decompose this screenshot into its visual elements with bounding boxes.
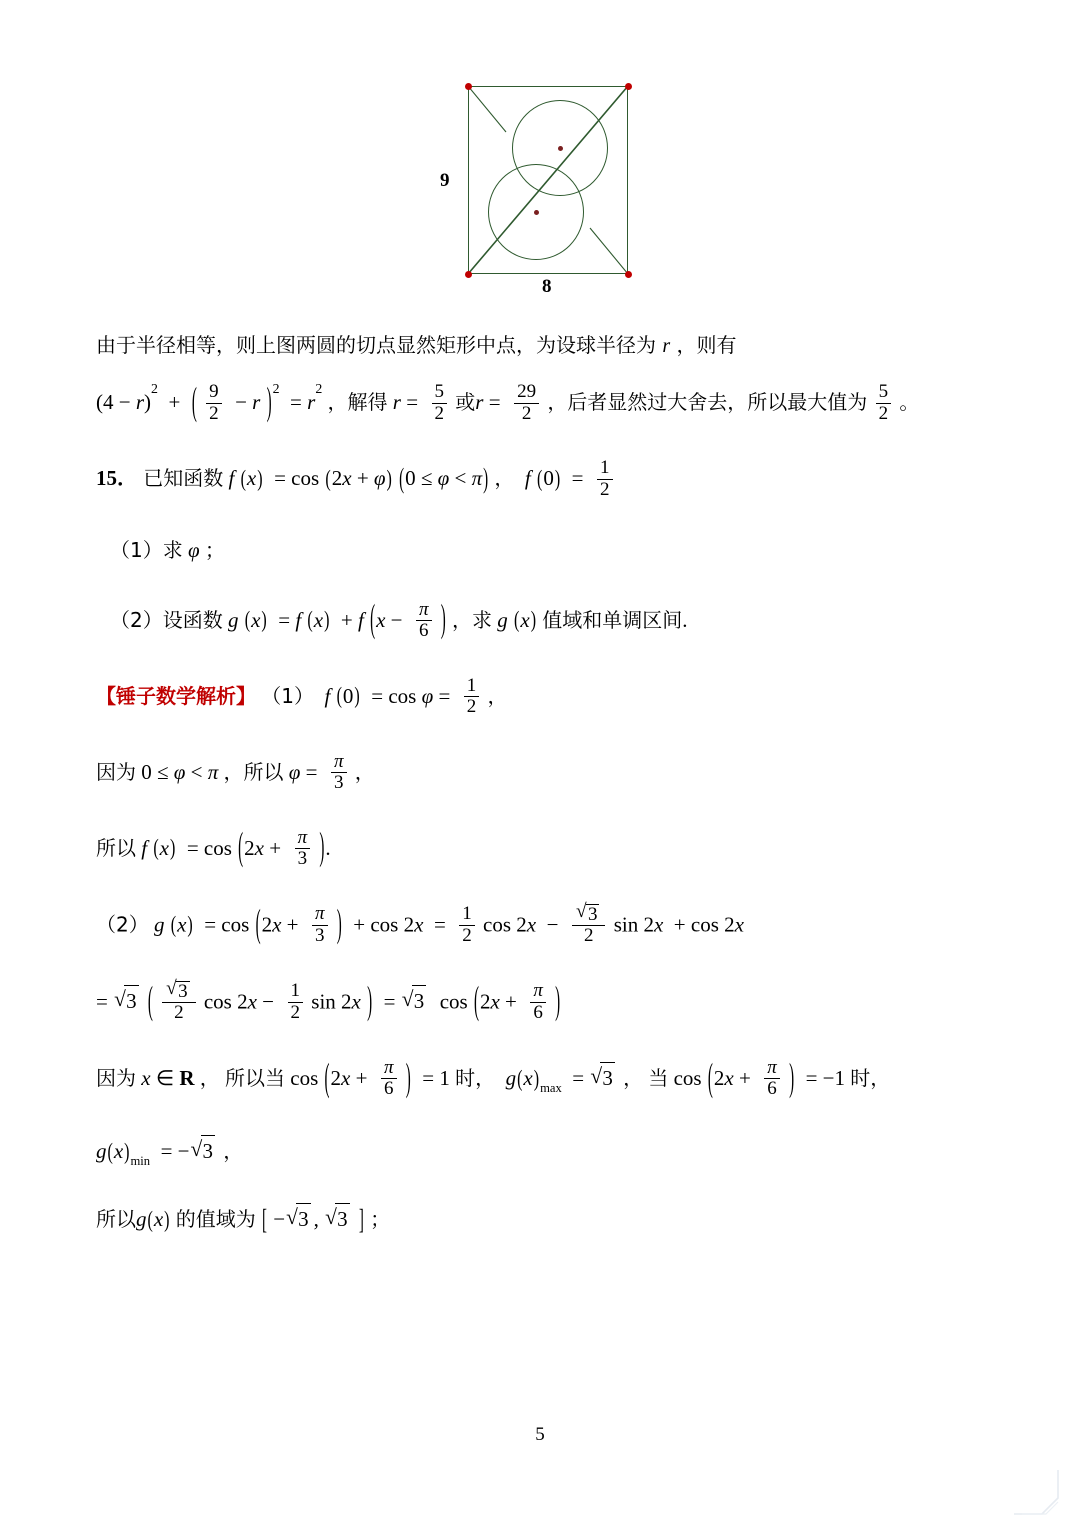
corner-dot-top-left: [465, 83, 472, 90]
lower-circle-center-dot: [534, 210, 539, 215]
analysis-line-2: 因为 0 ≤ φ < π ，所以 φ = $\frac{\pi}{3}$ ，: [96, 750, 375, 794]
analysis-line-7: $g(x)_{min}$ = − √ 3 ，: [96, 1135, 996, 1169]
corner-watermark-icon: [1012, 1468, 1062, 1518]
paragraph-radius-equal: 由于半径相等，则上图两圆的切点显然矩形中点，为设球半径为 r ，则有: [96, 333, 737, 357]
corner-dot-bottom-left: [465, 271, 472, 278]
analysis-line-3: 所以 f (x) = cos (2x + $\frac{\pi}{3}$ ).: [96, 826, 331, 870]
analysis-line-6: 因为 x ∈ R ， 所以当 cos (2x + $\frac{\pi}{6}$ ) = 1 时， $g(x)_{max}$ = √ 3 ， 当 cos (2x + $\frac{\pi}{6}$ ) = −1 时，: [96, 1059, 996, 1101]
analysis-line-8: 所以g(x) 的值域为 [ − √ 3 , √ 3 ] ；: [96, 1203, 996, 1236]
corner-dot-bottom-right: [625, 271, 632, 278]
equation-solve-r: $(4 - r)^2$ + ( $\frac{9}{2}$ − r )$^2 = r^2$ ，解得 r = $\frac{5}{2}$ 或r = $\frac{29}{2}$ ，后者显然过大舍去，所以最大值为 $\frac{5}{2}$ 。: [96, 380, 920, 425]
figure-label-width: 8: [542, 276, 552, 297]
document-body: [96, 330, 996, 1257]
analysis-tag: 【锤子数学解析】: [96, 683, 256, 708]
question-15-part-2: （2）设函数 g (x) = f (x) + f (x − $\frac{\pi}{6}$ ) ，求 g (x) 值域和单调区间.: [110, 598, 688, 642]
analysis-line-4: （2） g (x) = cos (2x + $\frac{\pi}{3}$ ) + cos 2x = $\frac{1}{2}$ cos 2x − √ $\frac{3}{2}$ sin 2x + cos 2x: [96, 905, 996, 948]
upper-circle-center-dot: [558, 146, 563, 151]
question-15: 15． 已知函数 f (x) = cos (2x + φ) (0 ≤ φ < π) ， f (0) = $\frac{1}{2}$: [96, 459, 996, 501]
page-number: 5: [535, 1424, 545, 1445]
geometry-figure: [0, 78, 1080, 318]
question-15-part-1: （1）求 φ ；: [110, 538, 225, 563]
figure-canvas: [440, 78, 638, 297]
figure-label-height: 9: [440, 170, 450, 191]
analysis-line-1: 【锤子数学解析】 （1） f (0) = cos φ = $\frac{1}{2}$ ，: [96, 674, 508, 718]
analysis-line-5: = √ 3 ( √ $\frac{3}{2}$ cos 2x − $\frac{1}{2}$ sin 2x ) = √ 3 cos (2x + $\frac{\pi}{6}$ ): [96, 982, 996, 1025]
corner-dot-top-right: [625, 83, 632, 90]
